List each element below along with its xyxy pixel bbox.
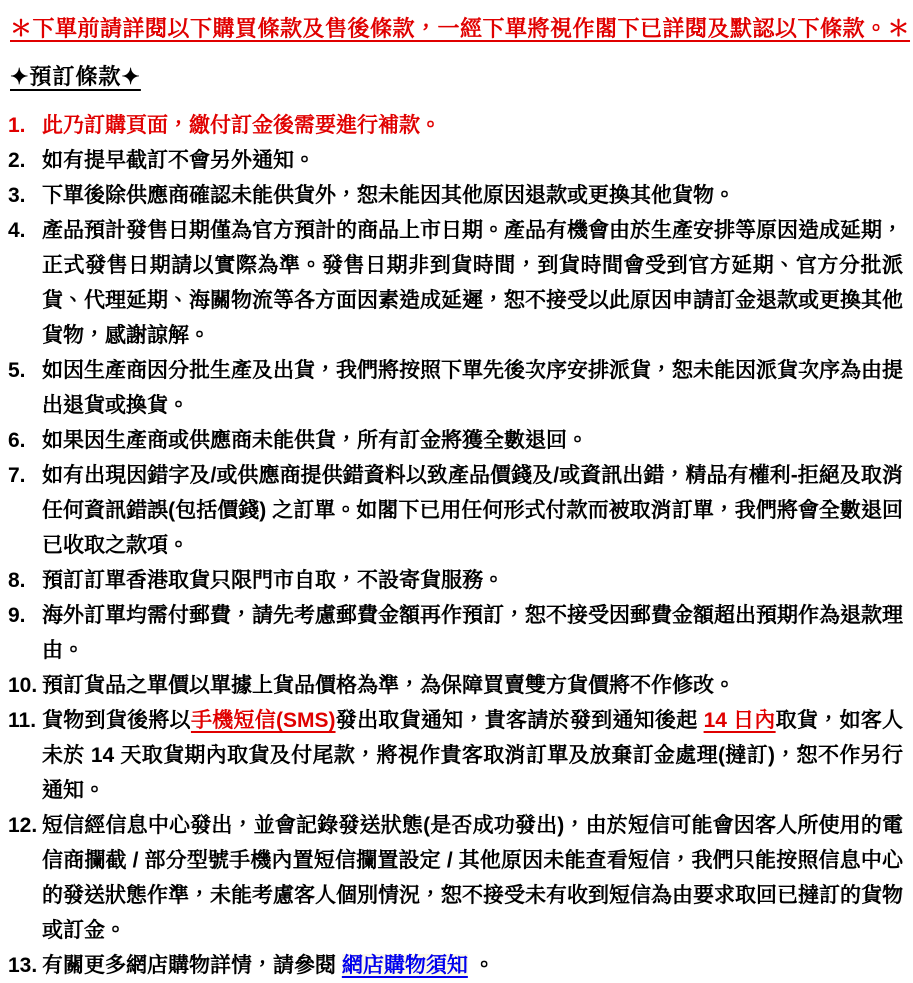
term-item — [8, 108, 905, 143]
term-text-segment: 短信經信息中心發出，並會記錄發送狀態(是否成功發出)，由於短信可能會因客人所使用的電信商攔截 / 部分型號手機內置短信攔置設定 / 其他原因未能查看短信，我們只能按照信息中心的發送狀態作準，未能考慮客人個別情況，恕不接受未有收到短信為由要求取回已撻訂的貨物或訂金。 — [42, 814, 903, 942]
term-text-segment: 如果因生產商或供應商未能供貨，所有訂金將獲全數退回。 — [42, 429, 588, 452]
term-item — [8, 703, 905, 808]
term-text-segment: 下單後除供應商確認未能供貨外，恕未能因其他原因退款或更換其他貨物。 — [42, 184, 735, 207]
term-text-segment: 手機短信(SMS) — [190, 709, 336, 732]
term-number: 8. — [8, 569, 26, 592]
term-text — [42, 423, 905, 458]
term-text — [42, 213, 905, 353]
term-text-segment: 預訂訂單香港取貨只限門市自取，不設寄貨服務。 — [42, 569, 504, 592]
term-text — [42, 353, 905, 423]
term-number: 9. — [8, 604, 26, 627]
term-item — [8, 598, 905, 668]
term-text — [42, 143, 905, 178]
term-text — [42, 948, 905, 983]
term-item — [8, 948, 905, 983]
term-text-segment: 預訂貨品之單價以單據上貨品價格為準，為保障買賣雙方貨價將不作修改。 — [42, 674, 735, 697]
term-text-segment: 取貨，如客人未於 14 天取貨期內取貨及付尾款，將視作貴客取消訂單及放棄訂金處理(撻訂)，恕不作另行通知。 — [42, 709, 904, 802]
term-number: 4. — [8, 219, 26, 242]
notice-banner: ＊下單前請詳閱以下購買條款及售後條款，一經下單將視作閣下已詳閱及默認以下條款。＊ — [10, 16, 911, 41]
term-text-segment: 貨物到貨後將以 — [42, 709, 191, 732]
terms-list — [8, 108, 905, 983]
term-number: 6. — [8, 429, 26, 452]
shop-guide-link[interactable]: 網店購物須知 — [341, 954, 468, 977]
term-text-segment: 如有出現因錯字及/或供應商提供錯資料以致產品價錢及/或資訊出錯，精品有權利-拒絕及取消任何資訊錯誤(包括價錢) 之訂單。如閣下已用任何形式付款而被取消訂單，我們將會全數退回已收取之款項。 — [42, 464, 903, 557]
term-text-segment: 此乃訂購頁面，繳付訂金後需要進行補款。 — [42, 114, 441, 137]
term-item — [8, 563, 905, 598]
term-number: 7. — [8, 464, 26, 487]
term-text — [42, 703, 905, 808]
term-number: 12. — [8, 814, 38, 837]
term-text-segment: 。 — [467, 954, 495, 977]
term-number: 13. — [8, 954, 38, 977]
term-text-segment: 發出取貨通知，貴客請於發到通知後起 — [335, 709, 704, 732]
term-number: 10. — [8, 674, 38, 697]
term-text-segment: 海外訂單均需付郵費，請先考慮郵費金額再作預訂，恕不接受因郵費金額超出預期作為退款理由。 — [42, 604, 903, 662]
term-item — [8, 178, 905, 213]
term-item — [8, 423, 905, 458]
term-item — [8, 668, 905, 703]
term-text — [42, 563, 905, 598]
term-text — [42, 178, 905, 213]
term-item — [8, 808, 905, 948]
term-text — [42, 108, 905, 143]
term-item — [8, 458, 905, 563]
term-item — [8, 213, 905, 353]
term-item — [8, 353, 905, 423]
term-text-segment: 產品預計發售日期僅為官方預計的商品上市日期。產品有機會由於生產安排等原因造成延期，正式發售日期請以實際為準。發售日期非到貨時間，到貨時間會受到官方延期、官方分批派貨、代理延期、海關物流等各方面因素造成延遲，恕不接受以此原因申請訂金退款或更換其他貨物，感謝諒解。 — [42, 219, 903, 347]
term-text-segment: 有關更多網店購物詳情，請參閱 — [42, 954, 342, 977]
term-text — [42, 808, 905, 948]
term-text — [42, 458, 905, 563]
term-number: 1. — [8, 114, 26, 137]
term-text — [42, 668, 905, 703]
term-text — [42, 598, 905, 668]
term-number: 2. — [8, 149, 26, 172]
term-number: 5. — [8, 359, 26, 382]
term-item — [8, 143, 905, 178]
term-number: 3. — [8, 184, 26, 207]
term-text-segment: 如因生產商因分批生產及出貨，我們將按照下單先後次序安排派貨，恕未能因派貨次序為由提出退貨或換貨。 — [42, 359, 903, 417]
section-heading: ✦預訂條款✦ — [10, 64, 141, 89]
term-text-segment: 14 日內 — [703, 709, 776, 732]
term-number: 11. — [8, 709, 37, 732]
term-text-segment: 如有提早截訂不會另外通知。 — [42, 149, 315, 172]
